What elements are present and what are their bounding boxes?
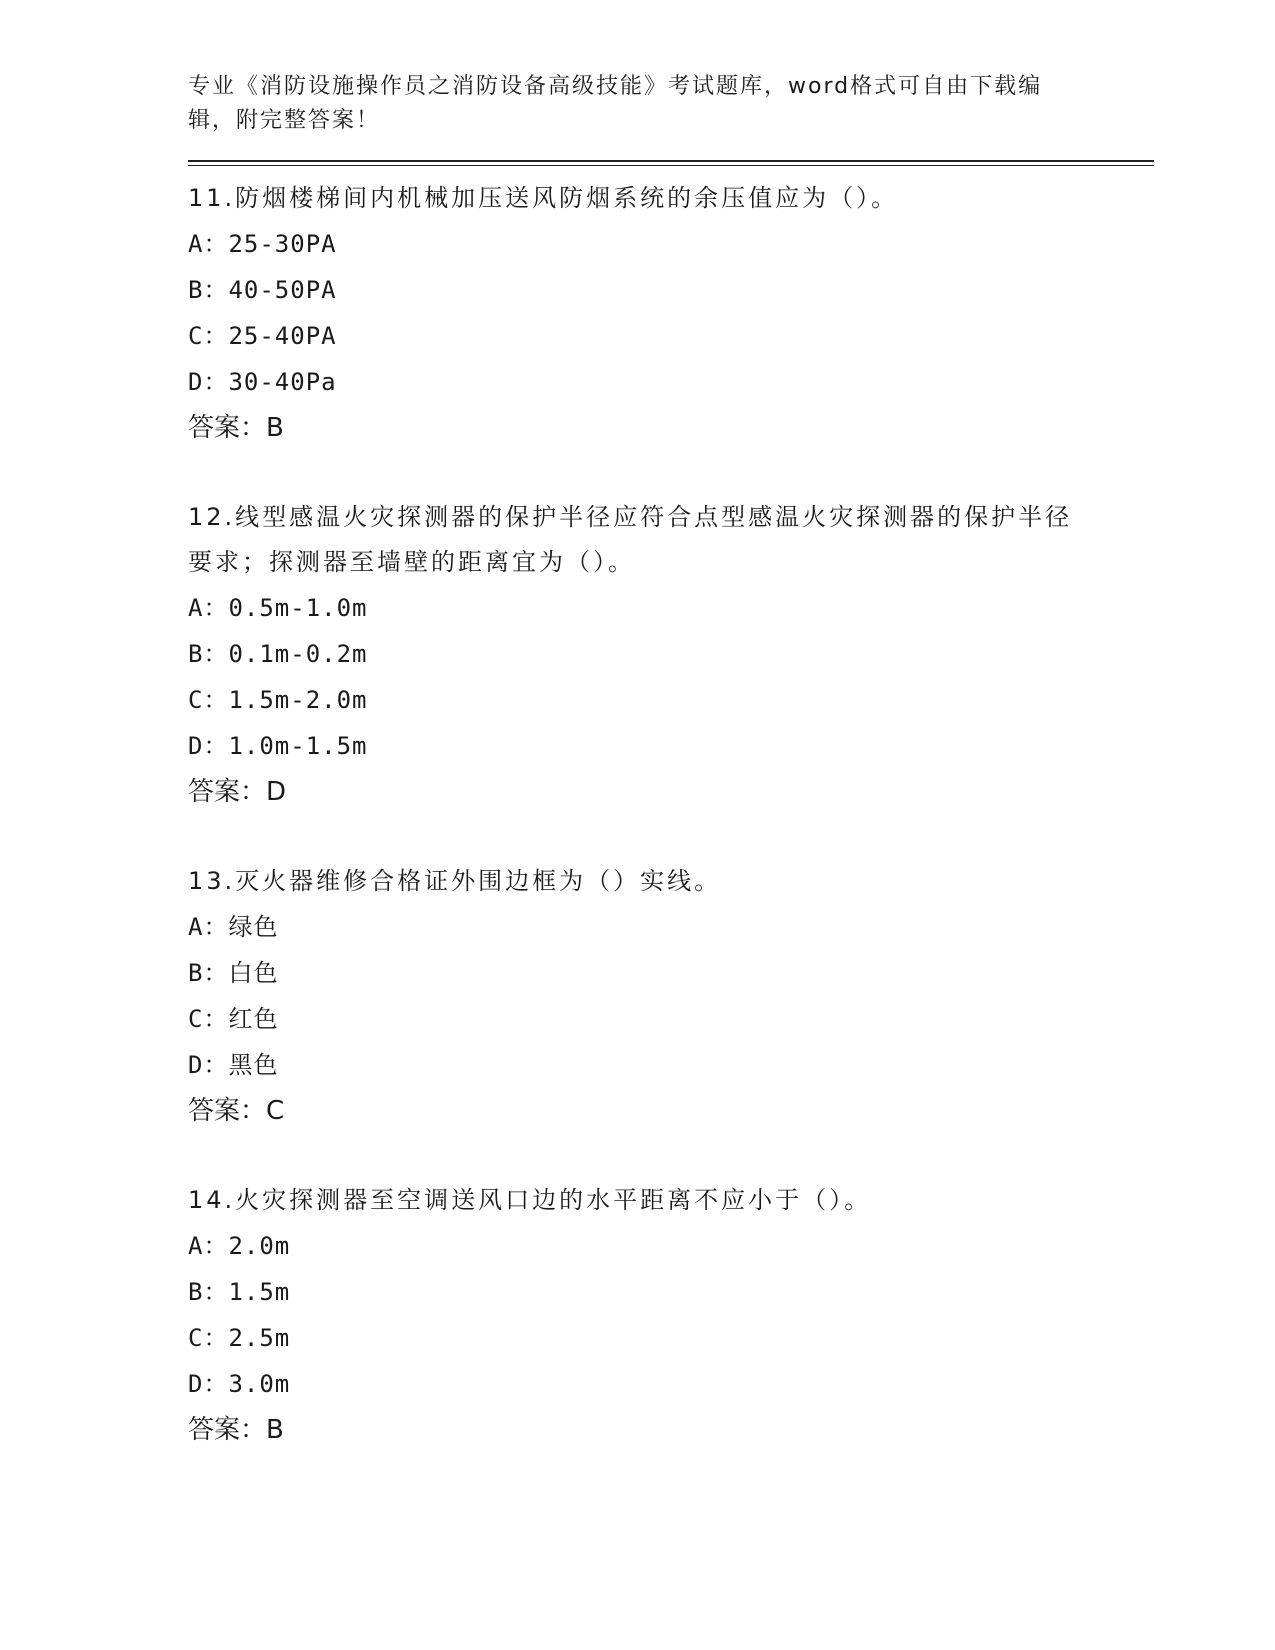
question-13 [188,859,1154,1134]
question-11 [188,176,1154,451]
question-stem: 11.防烟楼梯间内机械加压送风防烟系统的余压值应为（）。 [188,184,899,212]
option-a: A：2.0m [188,1232,291,1260]
answer-line: 答案：C [188,1096,285,1126]
question-12 [188,495,1154,815]
option-d: D：1.0m-1.5m [188,732,368,760]
option-c: C：2.5m [188,1324,291,1352]
option-c: C：25-40PA [188,322,337,350]
document-header: 专业《消防设施操作员之消防设备高级技能》考试题库，word格式可自由下载编辑，附完整答案！ [188,74,1043,133]
question-stem: 14.火灾探测器至空调送风口边的水平距离不应小于（）。 [188,1186,872,1214]
option-c: C：红色 [188,1005,279,1033]
option-b: B：1.5m [188,1278,291,1306]
document-page [188,70,1154,1453]
option-b: B：0.1m-0.2m [188,640,368,668]
answer-line: 答案：D [188,777,287,807]
option-a: A：0.5m-1.0m [188,594,368,622]
option-d: D：黑色 [188,1051,279,1079]
option-d: D：3.0m [188,1370,291,1398]
answer-line: 答案：B [188,413,284,443]
option-a: A：25-30PA [188,230,337,258]
option-c: C：1.5m-2.0m [188,686,368,714]
answer-line: 答案：B [188,1415,284,1445]
option-a: A：绿色 [188,913,279,941]
option-b: B：白色 [188,959,279,987]
header-divider [188,160,1154,166]
option-d: D：30-40Pa [188,368,337,396]
question-14 [188,1178,1154,1453]
question-stem: 12.线型感温火灾探测器的保护半径应符合点型感温火灾探测器的保护半径要求；探测器至墙壁的距离宜为（）。 [188,503,1073,576]
question-stem: 13.灭火器维修合格证外围边框为（）实线。 [188,867,722,895]
option-b: B：40-50PA [188,276,337,304]
